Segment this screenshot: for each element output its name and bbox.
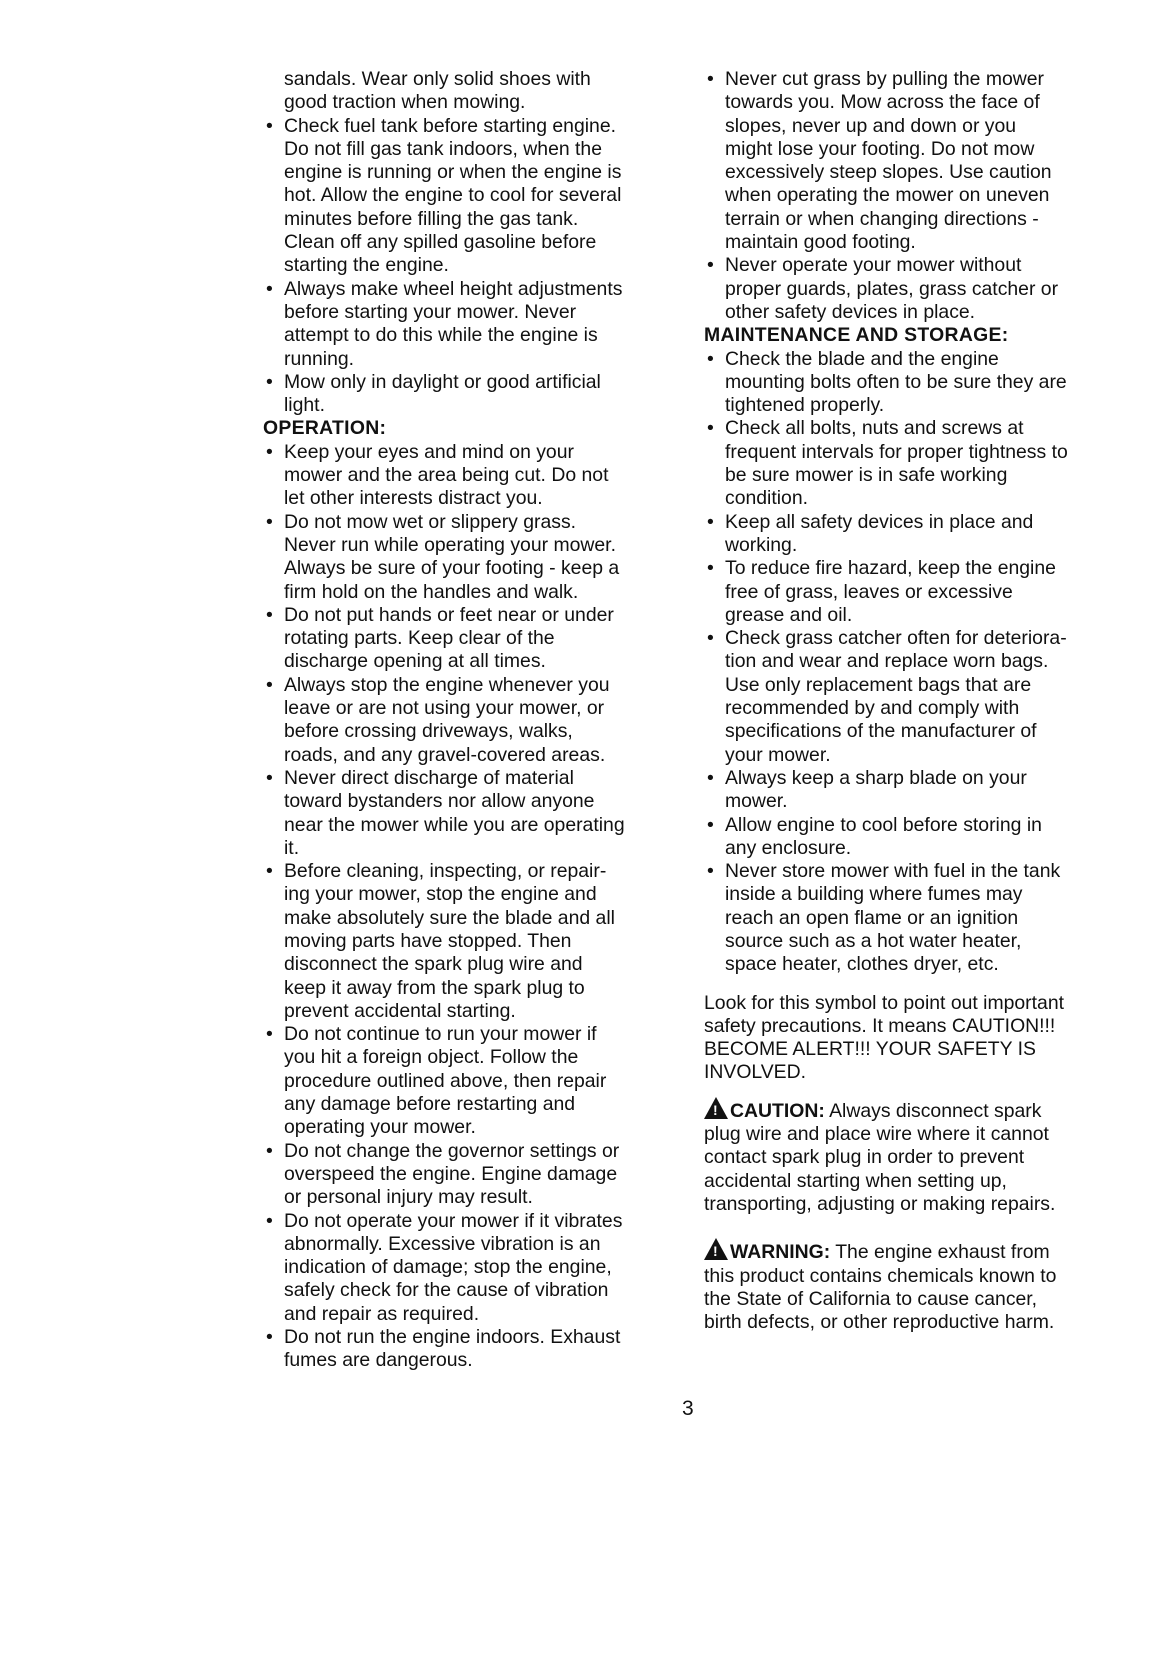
text-line: mounting bolts often to be sure they are [725, 370, 1067, 393]
text-line: hot. Allow the engine to cool for several [284, 184, 622, 207]
bullet-icon: • [266, 860, 273, 883]
text-line: minutes before filling the gas tank. [284, 207, 579, 230]
maintenance-list [704, 348, 1096, 977]
bullet-icon: • [707, 557, 714, 580]
text-line: Before cleaning, inspecting, or repair- [284, 860, 607, 883]
list-item [263, 1140, 682, 1210]
text-line: Mow only in daylight or good artificial [284, 370, 601, 393]
text-line: starting the engine. [284, 254, 449, 277]
text-line: specifications of the manufacturer of [725, 720, 1037, 743]
bullet-icon: • [707, 813, 714, 836]
bullet-icon: • [266, 510, 273, 533]
list-item [263, 1023, 682, 1139]
bullet-icon: • [266, 1209, 273, 1232]
list-item [263, 860, 682, 1023]
text-line: it. [284, 836, 300, 859]
text-line: ing your mower, stop the engine and [284, 883, 597, 906]
text-line: Use only replacement bags that are [725, 673, 1032, 696]
bullet-icon: • [266, 440, 273, 463]
list-item [263, 441, 682, 511]
text-line: inside a building where fumes may [725, 883, 1023, 906]
text-line: sandals. Wear only solid shoes with [284, 68, 591, 90]
text-line: working. [725, 533, 798, 556]
text-line: fumes are dangerous. [284, 1349, 473, 1372]
intro-lines [284, 68, 682, 115]
text-line: might lose your footing. Do not mow [725, 137, 1035, 160]
text-line: Check grass catcher often for deteriora- [725, 627, 1067, 650]
text-line: Never direct discharge of material [284, 766, 574, 789]
text-line: Do not operate your mower if it vibrates [284, 1209, 623, 1232]
text-line: operating your mower. [284, 1116, 476, 1139]
caution-text: Always disconnect spark [824, 1099, 1042, 1122]
warning-triangle-icon: ! [704, 1097, 728, 1119]
text-line: running. [284, 347, 355, 370]
text-line: your mower. [725, 743, 831, 766]
text-line: before crossing driveways, walks, [284, 720, 573, 743]
operation-heading: OPERATION: [263, 417, 387, 440]
list-item [704, 254, 1096, 324]
text-line: space heater, clothes dryer, etc. [725, 953, 999, 976]
list-item [263, 604, 682, 674]
bullet-icon: • [707, 627, 714, 650]
list-item [704, 348, 1096, 418]
text-line: mower. [725, 790, 788, 813]
text-line: moving parts have stopped. Then [284, 929, 572, 952]
text-line: tightened properly. [725, 394, 885, 417]
text-line: frequent intervals for proper tightness to [725, 440, 1068, 463]
list-item [263, 767, 682, 860]
list-item [263, 511, 682, 604]
caution-label: CAUTION: [730, 1099, 825, 1122]
text-line: Do not mow wet or slippery grass. [284, 510, 577, 533]
text-line: firm hold on the handles and walk. [284, 580, 579, 603]
text-line: Never operate your mower without [725, 254, 1022, 277]
text-line: Never cut grass by pulling the mower [725, 68, 1045, 90]
warning-label: WARNING: [730, 1241, 831, 1264]
text-line: Always keep a sharp blade on your [725, 766, 1027, 789]
text-line: overspeed the engine. Engine damage [284, 1162, 618, 1185]
text-line: leave or are not using your mower, or [284, 697, 605, 720]
right-column [704, 68, 1096, 1334]
text-line: near the mower while you are operating [284, 813, 625, 836]
text-line: Check all bolts, nuts and screws at [725, 417, 1024, 440]
caution-first-line [704, 1097, 1096, 1123]
text-line: excessively steep slopes. Use caution [725, 161, 1052, 184]
text-line: any damage before restarting and [284, 1093, 576, 1116]
text-line: accidental starting when setting up, [704, 1169, 1007, 1192]
text-line: Do not put hands or feet near or under [284, 603, 614, 626]
text-line: terrain or when changing directions - [725, 207, 1039, 230]
list-item [263, 371, 682, 418]
maintenance-heading: MAINTENANCE AND STORAGE: [704, 324, 1009, 347]
text-line: Never store mower with fuel in the tank [725, 860, 1061, 883]
left-column [263, 68, 682, 1373]
text-line: Do not run the engine indoors. Exhaust [284, 1326, 621, 1349]
text-line: toward bystanders nor allow anyone [284, 790, 595, 813]
text-line: maintain good footing. [725, 231, 916, 254]
text-line: or personal injury may result. [284, 1186, 533, 1209]
text-line: condition. [725, 487, 809, 510]
text-line: mower and the area being cut. Do not [284, 464, 609, 487]
text-line: other safety devices in place. [725, 300, 976, 323]
bullet-icon: • [266, 1023, 273, 1046]
text-line: Do not change the governor settings or [284, 1139, 620, 1162]
text-line: Check the blade and the engine [725, 347, 999, 370]
bullet-icon: • [707, 417, 714, 440]
text-line: plug wire and place wire where it cannot [704, 1123, 1049, 1146]
text-line: slopes, never up and down or you [725, 114, 1017, 137]
list-item [704, 417, 1096, 510]
text-line: Always stop the engine whenever you [284, 673, 610, 696]
bullet-icon: • [266, 1326, 273, 1349]
list-item [704, 511, 1096, 558]
bullet-icon: • [266, 673, 273, 696]
text-line: when operating the mower on uneven [725, 184, 1050, 207]
list-item [704, 814, 1096, 861]
bullet-icon: • [266, 766, 273, 789]
text-line: contact spark plug in order to prevent [704, 1146, 1025, 1169]
text-line: let other interests distract you. [284, 487, 543, 510]
text-line: Always make wheel height adjustments [284, 277, 623, 300]
text-line: Never run while operating your mower. [284, 533, 616, 556]
slope-safety-list [704, 68, 1096, 324]
text-line: abnormally. Excessive vibration is an [284, 1232, 601, 1255]
text-line: proper guards, plates, grass catcher or [725, 277, 1059, 300]
bullet-icon: • [266, 603, 273, 626]
general-safety-list [263, 115, 682, 418]
text-line: To reduce fire hazard, keep the engine [725, 557, 1056, 580]
text-line: Keep your eyes and mind on your [284, 440, 574, 463]
list-item [704, 767, 1096, 814]
text-line: safety precautions. It means CAUTION!!! [704, 1014, 1056, 1037]
operation-list [263, 441, 682, 1373]
list-item [263, 1326, 682, 1373]
text-line: recommended by and comply with [725, 697, 1020, 720]
text-line: safely check for the cause of vibration [284, 1279, 609, 1302]
text-line: procedure outlined above, then repair [284, 1069, 607, 1092]
page-number: 3 [682, 1397, 694, 1420]
warning-text: The engine exhaust from [830, 1241, 1050, 1264]
list-item [704, 860, 1096, 976]
caution-notice [704, 1097, 1096, 1216]
text-line: discharge opening at all times. [284, 650, 546, 673]
text-line: Do not fill gas tank indoors, when the [284, 137, 602, 160]
list-item [263, 278, 682, 371]
text-line: INVOLVED. [704, 1061, 807, 1084]
list-item [704, 557, 1096, 627]
text-line: you hit a foreign object. Follow the [284, 1046, 579, 1069]
text-line: Look for this symbol to point out important [704, 991, 1064, 1014]
text-line: birth defects, or other reproductive harm. [704, 1311, 1055, 1334]
text-line: free of grass, leaves or excessive [725, 580, 1013, 603]
text-line: indication of damage; stop the engine, [284, 1256, 612, 1279]
text-line: roads, and any gravel-covered areas. [284, 743, 606, 766]
text-line: be sure mower is in safe working [725, 464, 1008, 487]
text-line: and repair as required. [284, 1302, 480, 1325]
text-line: make absolutely sure the blade and all [284, 906, 615, 929]
text-line: engine is running or when the engine is [284, 161, 622, 184]
text-line: BECOME ALERT!!! YOUR SAFETY IS [704, 1038, 1036, 1061]
list-item [704, 627, 1096, 767]
text-line: disconnect the spark plug wire and [284, 953, 583, 976]
bullet-icon: • [266, 1139, 273, 1162]
text-line: light. [284, 394, 325, 417]
warning-first-line [704, 1238, 1096, 1264]
text-line: prevent accidental starting. [284, 999, 516, 1022]
text-line: Clean off any spilled gasoline before [284, 231, 597, 254]
text-line: Check fuel tank before starting engine. [284, 114, 616, 137]
text-line: rotating parts. Keep clear of the [284, 627, 555, 650]
list-item [263, 674, 682, 767]
text-line: source such as a hot water heater, [725, 929, 1022, 952]
text-line: this product contains chemicals known to [704, 1264, 1057, 1287]
warning-triangle-icon: ! [704, 1238, 728, 1260]
list-item [263, 115, 682, 278]
list-item [704, 68, 1096, 254]
text-line: tion and wear and replace worn bags. [725, 650, 1049, 673]
bullet-icon: • [707, 766, 714, 789]
text-line: any enclosure. [725, 836, 852, 859]
bullet-icon: • [266, 114, 273, 137]
text-line: good traction when mowing. [284, 91, 526, 114]
text-line: Keep all safety devices in place and [725, 510, 1034, 533]
bullet-icon: • [707, 510, 714, 533]
bullet-icon: • [707, 68, 714, 90]
bullet-icon: • [707, 347, 714, 370]
text-line: Allow engine to cool before storing in [725, 813, 1042, 836]
bullet-icon: • [266, 370, 273, 393]
list-item [263, 1210, 682, 1326]
text-line: the State of California to cause cancer, [704, 1287, 1038, 1310]
warning-notice [704, 1238, 1096, 1334]
text-line: before starting your mower. Never [284, 300, 577, 323]
text-line: keep it away from the spark plug to [284, 976, 585, 999]
text-line: reach an open flame or an ignition [725, 906, 1019, 929]
bullet-icon: • [707, 254, 714, 277]
text-line: transporting, adjusting or making repairs. [704, 1192, 1056, 1215]
bullet-icon: • [266, 277, 273, 300]
bullet-icon: • [707, 860, 714, 883]
text-line: grease and oil. [725, 603, 853, 626]
text-line: attempt to do this while the engine is [284, 324, 598, 347]
safety-symbol-explanation [704, 992, 1096, 1085]
text-line: Do not continue to run your mower if [284, 1023, 597, 1046]
text-line: Always be sure of your footing - keep a [284, 557, 620, 580]
text-line: towards you. Mow across the face of [725, 91, 1040, 114]
